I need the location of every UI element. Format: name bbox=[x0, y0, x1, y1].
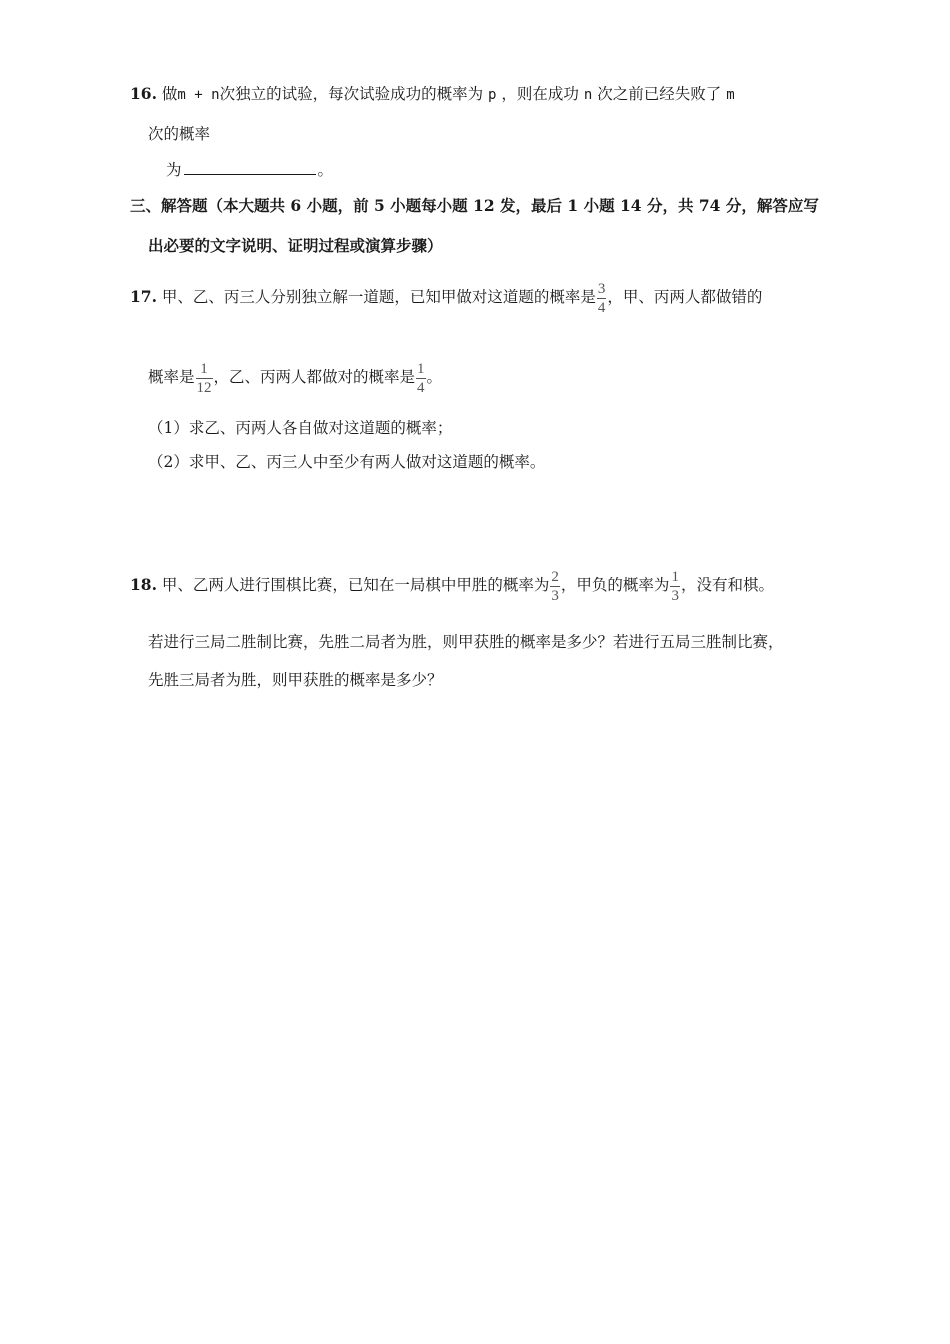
q18-number: 18. bbox=[130, 575, 157, 594]
q17-text-d: ，乙、丙两人都做对的概率是 bbox=[213, 368, 416, 386]
fraction-denominator: 3 bbox=[671, 587, 679, 604]
q17-subquestion-2: （2）求甲、乙、丙三人中至少有两人做对这道题的概率。 bbox=[148, 453, 546, 471]
fraction-numerator: 1 bbox=[417, 360, 425, 377]
q18-fraction-1-3 bbox=[670, 568, 680, 605]
q16-var-n: n bbox=[583, 87, 593, 103]
q16-text-a: 做 bbox=[161, 85, 178, 103]
fraction-numerator: 3 bbox=[597, 280, 606, 297]
q17-number: 17. bbox=[130, 287, 157, 306]
q18-text-b: ，甲负的概率为 bbox=[560, 576, 670, 594]
q16-line2: 次的概率 bbox=[148, 125, 211, 143]
fraction-denominator: 3 bbox=[551, 587, 559, 604]
fraction-denominator: 4 bbox=[597, 299, 606, 316]
q17-line1 bbox=[130, 276, 762, 318]
q18-text-a: 甲、乙两人进行围棋比赛，已知在一局棋中甲胜的概率为 bbox=[161, 576, 550, 594]
q16-var-m: m bbox=[726, 87, 735, 103]
q16-line3-end: 。 bbox=[317, 161, 334, 179]
q17-text-b: ，甲、丙两人都做错的 bbox=[607, 288, 763, 306]
q18-line3: 先胜三局者为胜，则甲获胜的概率是多少？ bbox=[148, 671, 443, 689]
fraction-numerator: 2 bbox=[551, 568, 559, 585]
fraction-numerator: 1 bbox=[671, 568, 679, 585]
q16-line3-text: 为 bbox=[166, 161, 182, 179]
q16-number: 16. bbox=[130, 84, 157, 103]
section3-heading-line1: 三、解答题（本大题共 6 小题，前 5 小题每小题 12 发，最后 1 小题 14 分，共 74 分，解答应写 bbox=[130, 196, 819, 215]
q16-var-mn: m + n bbox=[177, 87, 220, 103]
q18-line2: 若进行三局二胜制比赛，先胜二局者为胜，则甲获胜的概率是多少？若进行五局三胜制比赛， bbox=[148, 633, 784, 651]
q17-fraction-3-4 bbox=[597, 280, 607, 317]
q17-fraction-1-12 bbox=[196, 360, 213, 397]
q16-text-b: 次独立的试验，每次试验成功的概率为 bbox=[219, 85, 484, 103]
q17-line2 bbox=[148, 356, 442, 398]
q16-var-p: p bbox=[488, 87, 497, 103]
q17-text-c: 概率是 bbox=[148, 368, 195, 386]
q16-line1 bbox=[130, 84, 735, 105]
q18-fraction-2-3 bbox=[550, 568, 560, 605]
q17-subquestion-1: （1）求乙、丙两人各自做对这道题的概率； bbox=[148, 419, 453, 437]
q17-text-e: 。 bbox=[426, 368, 443, 386]
q17-text-a: 甲、乙、丙三人分别独立解一道题，已知甲做对这道题的概率是 bbox=[161, 288, 596, 306]
q16-line3 bbox=[166, 160, 333, 180]
fraction-denominator: 12 bbox=[196, 379, 212, 396]
fraction-numerator: 1 bbox=[196, 360, 213, 379]
fraction-denominator: 4 bbox=[417, 379, 425, 396]
q16-text-c: ，则在成功 bbox=[501, 85, 579, 103]
q17-fraction-1-4 bbox=[416, 360, 426, 397]
q18-line1 bbox=[130, 564, 774, 606]
q16-text-d: 次之前已经失败了 bbox=[597, 85, 722, 103]
q16-answer-blank[interactable] bbox=[184, 160, 316, 175]
q18-text-c: ，没有和棋。 bbox=[680, 576, 774, 594]
section3-heading-line2: 出必要的文字说明、证明过程或演算步骤） bbox=[148, 236, 443, 255]
